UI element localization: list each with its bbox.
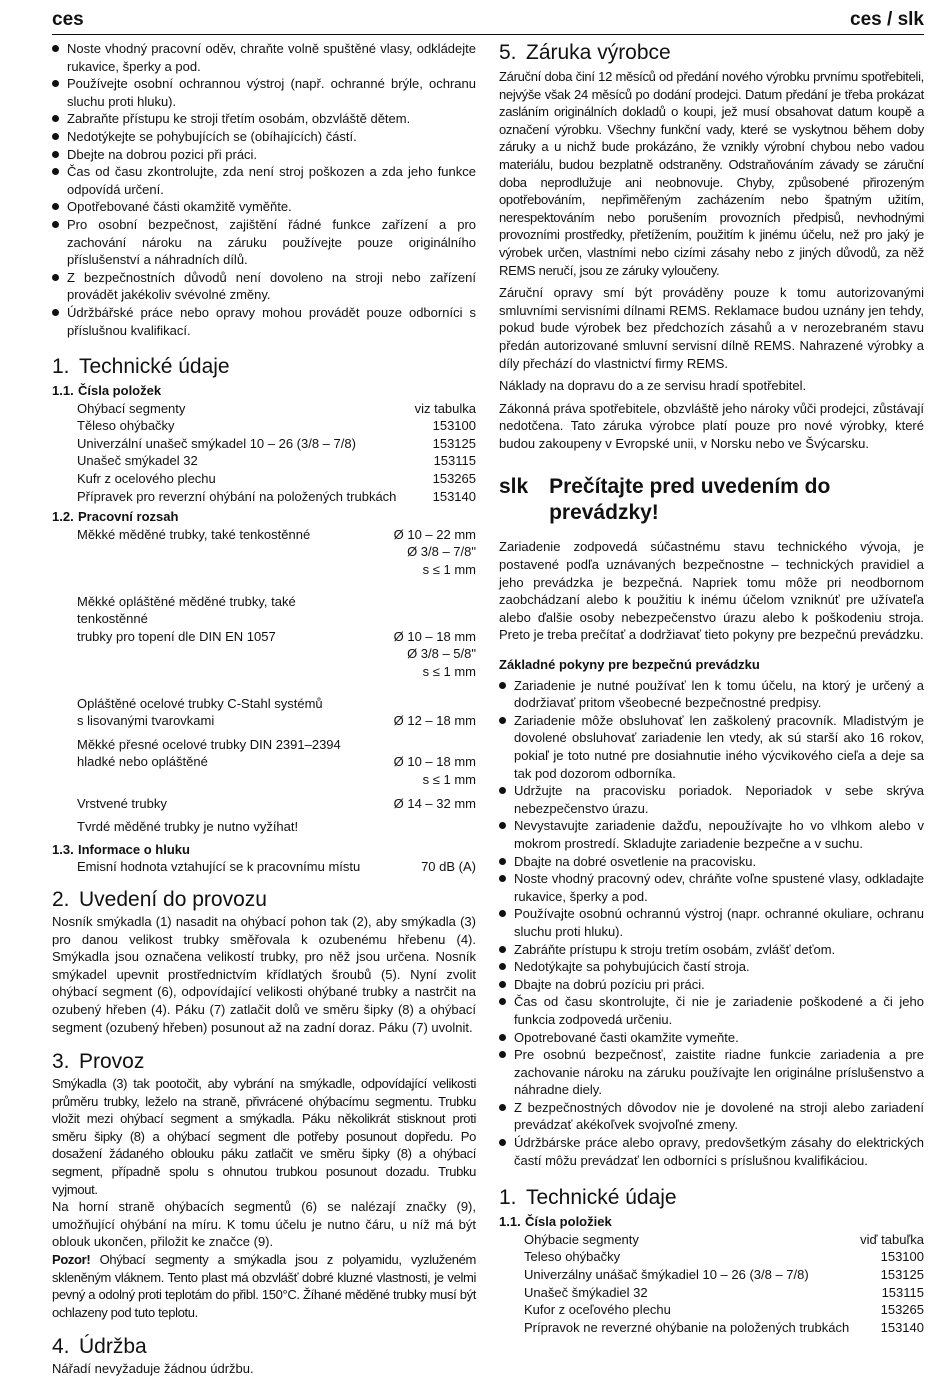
section-heading-commissioning [52,887,476,913]
list-item: Pro osobní bezpečnost, zajištění řádné funkce zařízení a pro zachování nároku na záruku používejte pouze originálního příslušenství a náhradních dílů. [52,216,476,269]
table-row [499,1231,924,1249]
table-cell-value: 153100 [880,1249,924,1265]
table-cell-label: Měkké přesné ocelové trubky DIN 2391–2394 [77,736,341,752]
list-item: Dbajte na dobrú pozíciu pri práci. [499,976,924,994]
table-cell-value: viď tabuľka [860,1231,924,1247]
list-item: Čas od času zkontrolujte, zda není stroj poškozen a zda jeho funkce odpovídá určení. [52,163,476,198]
section-heading-maintenance [52,1334,476,1360]
table-cell-label: Teleso ohýbačky [524,1249,621,1265]
list-item: Používejte osobní ochrannou výstroj (např. ochranné brýle, ochranu sluchu proti hluku). [52,75,476,110]
table-cell-value: Ø 3/8 – 7/8" [407,544,476,560]
subsection-heading [499,1213,924,1231]
working-range-table [52,526,476,836]
table-row [499,1284,924,1302]
table-row [52,712,476,730]
table-cell-value: 153265 [880,1302,924,1318]
table-cell-value: s ≤ 1 mm [422,562,476,578]
table-cell-value: 153125 [880,1267,924,1283]
section-heading-technical-data [52,354,476,380]
subsection-title: Pracovní rozsah [78,509,179,525]
list-item: Čas od času skontrolujte, či nie je zariadenie poškodené a či jeho funkcia zodpovedá určeniu. [499,993,924,1028]
table-row [52,526,476,544]
table-cell-label: Kufr z ocelového plechu [77,471,216,487]
table-row [52,753,476,771]
table-row [52,795,476,813]
section-title: Provoz [79,1050,145,1074]
list-item: Z bezpečnostních důvodů není dovoleno na stroji nebo zařízení provádět jakékoliv svévolné změny. [52,269,476,304]
list-item: Používajte osobnú ochrannú výstroj (napr. ochranné okuliare, ochranu sluchu proti hluku). [499,905,924,940]
list-item: Zariadenie môže obsluhovať len zaškolený pracovník. Mladistvým je dovolené obsluhovať zariadenie len vtedy, ak sú starší ako 16 rokov, pokiaľ je toto nutné pre dosiahnutie iného výcvikového cieľa a deje sa tak pod dozorom odborníka. [499,712,924,782]
section-title: Uvedení do provozu [79,887,267,911]
table-cell-label: hladké nebo opláštěné [77,754,208,770]
section-title: Technické údaje [79,355,230,379]
paragraph: Náklady na dopravu do a ze servisu hradí spotřebitel. [499,378,807,394]
table-cell-label: Opláštěné ocelové trubky C-Stahl systémů [77,695,323,711]
article-number-table [52,400,476,506]
section-number: 1. [52,355,70,379]
list-item: Opotřebované části okamžitě vyměňte. [52,198,476,216]
subsection-heading [52,382,476,400]
section-number: 1. [499,1186,517,1210]
header-language-left: ces [52,9,84,30]
left-column [52,40,476,1378]
subsection-title: Čísla položek [78,383,162,399]
table-cell-value: s ≤ 1 mm [422,664,476,679]
subsection-title: Čísla položiek [525,1214,612,1230]
subsection-number: 1.1. [499,1214,521,1230]
language-code: slk [499,475,529,499]
table-cell-value: viz tabulka [414,400,476,416]
table-row [52,417,476,435]
warning-label: Pozor! [52,1252,91,1268]
table-cell-label: Unašeč smýkadel 32 [77,453,198,469]
table-cell-label: Kufor z oceľového plechu [524,1302,671,1318]
list-item: Dbajte na dobré osvetlenie na pracovisku. [499,853,924,871]
section-number: 4. [52,1335,70,1359]
subsection-title: Informace o hluku [78,841,190,857]
table-row [52,736,476,754]
table-cell-value: s ≤ 1 mm [422,771,476,787]
list-item: Opotrebované časti okamžite vymeňte. [499,1029,924,1047]
list-item: Pre osobnú bezpečnosť, zaistite riadne funkcie zariadenia a pre zachovanie nároku na záruku používajte len originálne príslušenstvo a náhradne diely. [499,1046,924,1099]
paragraph: Záruční doba činí 12 měsíců od předání nového výrobku prvnímu spotřebiteli, nejvýše však 24 měsíců po dodání prodejci. Datum předání je třeba prokázat zasláním originálních dokladů o koupi, jež musí obsahovat datum koupě a označení výrobku. Všechny funkční vady, které se vyskytnou během doby záruky a u nichž bude prokázáno, že vznikly výrobní chybou nebo vadou materiálu, budou bezplatně odstraněny. Odstraňováním závady se záruční doba neprodlužuje ani neobnovuje. Chyby, způsobené přirozeným opotřebováním, nepřiměřeným zacházením nebo špatným užitím, nerespektováním nebo porušením provozních předpisů, nevhodnými provozními prostředky, přetížením, použitím k jinému účelu, než pro jaký je výrobek určen, vlastními nebo cizími zásahy nebo z jiných důvodů, za něž REMS neručí, jsou ze záruky vyloučeny. [499,69,924,278]
list-item: Zabraňte přístupu ke stroji třetím osobám, obzvláště dětem. [52,110,476,128]
list-item: Zabráňte prístupu k stroju tretím osobám, zvlášť deťom. [499,941,924,959]
table-cell-label: trubky pro topení dle DIN EN 1057 [77,628,276,644]
table-cell-label: Ohýbacie segmenty [524,1231,639,1247]
table-cell-label: Měkké měděné trubky, také tenkostěnné [77,526,311,542]
section-number: 2. [52,887,70,911]
table-cell-label: Univerzální unašeč smýkadel 10 – 26 (3/8 – 7/8) [77,435,356,451]
table-cell-label: s lisovanými tvarovkami [77,713,215,729]
table-row [52,488,476,506]
table-cell-value: Ø 12 – 18 mm [393,713,476,729]
paragraph: Smýkadla (3) tak pootočit, aby vybrání na smýkadle, odpovídající velikosti průměru trubky, leželo na straně, přivrácené ohýbacímu segmentu. Trubku vložit mezi ohýbací segment a smýkadla. Páku několikrát stisknout proti směru šipky (8) a ohýbací segment dle potřeby posunout dopředu. Po dosažení žádaného oblouku páku zatlačit ve směru šipky (8) a ohýbací segment, případně spolu s ohnutou trubkou posunout dozadu. Trubku vyjmout. [52,1076,476,1197]
list-item: Udržujte na pracovisku poriadok. Neporiadok v sebe skrýva nebezpečenstvo úrazu. [499,782,924,817]
list-item: Nedotýkajte sa pohybujúcich častí stroja. [499,958,924,976]
list-item: Nedotýkejte se pohybujících se (obíhajících) částí. [52,128,476,146]
subheading: Základné pokyny pre bezpečnú prevádzku [499,657,760,673]
table-cell-value: Ø 14 – 32 mm [393,795,476,811]
paragraph: Nosník smýkadla (1) nasadit na ohýbací pohon tak (2), aby smýkadla (3) pro danou velikost trubky směřovala k ozubenému hřebenu (4). Smýkadla jsou označena velikostí trubky, pro něž jsou určena. Nosník smýkadel upevnit prostřednictvím křídlatých šroubů (5). Nyní zvolit ohýbací segment (6), odpovídající velikosti ohýbané trubky a nastrčit na ozubený hřeben (4). Páku (7) zatlačit dolů ve směru šipky (8) a ohýbací segment (ozubený hřeben) posunout až na zadní doraz. Páku (7) uvolnit. [52,913,476,1035]
list-item: Dbejte na dobrou pozici při práci. [52,146,476,164]
slk-section-heading [499,474,924,526]
section-heading-technical-data-slk [499,1185,924,1211]
section-heading-warranty [499,40,924,66]
subsection-number: 1.1. [52,383,74,399]
table-cell-label: Měkké opláštěné měděné trubky, také tenkostěnné [77,593,296,627]
article-number-table-slk [499,1231,924,1337]
table-row [52,593,476,628]
table-cell-label: Vrstvené trubky [77,795,167,811]
table-cell-value: 153140 [880,1319,924,1335]
table-row [499,1266,924,1284]
table-cell-label: Univerzálny unášač šmýkadiel 10 – 26 (3/8 – 7/8) [524,1267,809,1283]
page-header [52,8,924,35]
table-cell-label: Prípravok ne reverzné ohýbanie na položených trubkách [524,1319,850,1335]
right-column [499,40,924,1336]
table-cell-value: 153125 [432,435,476,451]
section-title: Údržba [79,1335,147,1359]
list-item: Z bezpečnostných dôvodov nie je dovolené na stroji alebo zariadení prevádzať akékoľvek svojvoľné zmeny. [499,1099,924,1134]
table-cell-label: Emisní hodnota vztahující se k pracovnímu místu [77,859,361,875]
table-row [499,1248,924,1266]
paragraph: Záruční opravy smí být prováděny pouze k tomu autorizovanými smluvními servisními dílnami REMS. Reklamace budou uznány jen tehdy, pokud bude výrobek bez předchozích zásahů a v nerozebraném stavu předán autorizované smluvní servisní dílně REMS. Nahrazené výrobky a díly přechází do vlastnictví firmy REMS. [499,285,924,371]
subsection-heading [52,841,476,859]
header-language-right: ces / slk [850,9,924,30]
table-cell-value: 153265 [432,471,476,487]
range-note: Tvrdé měděné trubky je nutno vyžíhat! [77,819,299,835]
subsection-number: 1.2. [52,509,74,525]
paragraph [52,1251,476,1321]
section-number: 3. [52,1050,70,1074]
table-row [499,1301,924,1319]
table-row [52,628,476,646]
safety-bullet-list-slk [499,677,924,1170]
section-heading-operation [52,1049,476,1075]
paragraph: Nářadí nevyžaduje žádnou údržbu. [52,1361,254,1377]
table-row [52,470,476,488]
table-cell-label: Unašeč šmýkadiel 32 [524,1284,648,1300]
paragraph: Na horní straně ohýbacích segmentů (6) se nalézají značky (9), umožňující ohýbání na míru. K tomu účelu je nutno čáru, u níž má být oblouk ukončen, přiložit ke značce (9). [52,1199,476,1250]
list-item: Noste vhodný pracovní oděv, chraňte volně spuštěné vlasy, odkládejte rukavice, šperky a pod. [52,40,476,75]
section-title: Technické údaje [526,1186,677,1210]
paragraph: Zariadenie zodpovedá súčastnému stavu technického vývoja, je postavené podľa uznávaných bezpečnostne – technických pravidiel a jeho prevádzka je bezpečná. Napriek tomu môže pri neodbornom zaobchádzaní alebo k použitiu k inému účelom vzniknúť pre užívateľa alebo ďalšie osoby nebezpečenstvo úrazu alebo k poškodeniu stroja. Preto je treba prečítať a dodržiavať tieto pokyny pre bezpečnú prevádzku. [499,539,924,643]
table-cell-value: Ø 10 – 18 mm [393,628,476,644]
table-cell-value: 70 dB (A) [421,859,476,875]
safety-bullet-list-ces [52,40,476,339]
subsection-number: 1.3. [52,841,74,857]
subsection-heading [52,508,476,526]
section-number: 5. [499,41,517,64]
table-cell-value: 153115 [433,453,476,469]
table-cell-value: 153100 [432,418,476,434]
table-row [52,858,476,876]
table-cell-value: Ø 3/8 – 5/8" [407,646,476,662]
table-cell-label: Těleso ohýbačky [77,418,175,434]
table-row [52,695,476,713]
table-row [52,400,476,418]
list-item: Nevystavujte zariadenie dažďu, nepoužívajte ho vo vlhkom alebo v mokrom prostredí. Skladujte zariadenie bezpečne a v suchu. [499,817,924,852]
table-cell-value: Ø 10 – 18 mm [393,754,476,770]
table-cell-value: Ø 10 – 22 mm [393,526,476,542]
table-row [52,435,476,453]
warning-text: Ohýbací segmenty a smýkadla jsou z polyamidu, vyzluženém skleněným vláknem. Tento plast má obzvlášť dobré kluzné vlastnosti, je velmi pevný a odolný proti teplotám do přibl. 150°C. Žíhané měděné trubky musí být ochlazeny pod tuto teplotu. [52,1252,476,1320]
list-item: Zariadenie je nutné používať len k tomu účelu, na ktorý je určený a dodržiavať pritom všeobecné bezpečnostné predpisy. [499,677,924,712]
list-item: Noste vhodný pracovný odev, chráňte voľne spustené vlasy, odkladajte rukavice, šperky a pod. [499,870,924,905]
list-item: Údržbářské práce nebo opravy mohou provádět pouze odborníci s příslušnou kvalifikací. [52,304,476,339]
section-title: Prečítajte pred uvedením do prevádzky! [549,475,831,525]
table-cell-label: Přípravek pro reverzní ohýbání na položených trubkách [77,488,397,504]
list-item: Údržbárske práce alebo opravy, predovšetkým zásahy do elektrických častí môžu prevádzať len odborníci s príslušnou kvalifikáciou. [499,1134,924,1169]
table-row [52,452,476,470]
table-cell-label: Ohýbací segmenty [77,400,186,416]
table-cell-value: 153115 [881,1284,924,1300]
paragraph: Zákonná práva spotřebitele, obzvláště jeho nároky vůči prodejci, zůstávají nedotčena. Tato záruka výrobce platí pouze pro nové výrobky, které budou zakoupeny v Evropské unii, v Norsku nebo ve Švýcarsku. [499,400,924,451]
table-row [499,1319,924,1337]
section-title: Záruka výrobce [526,41,671,64]
table-cell-value: 153140 [432,488,476,504]
